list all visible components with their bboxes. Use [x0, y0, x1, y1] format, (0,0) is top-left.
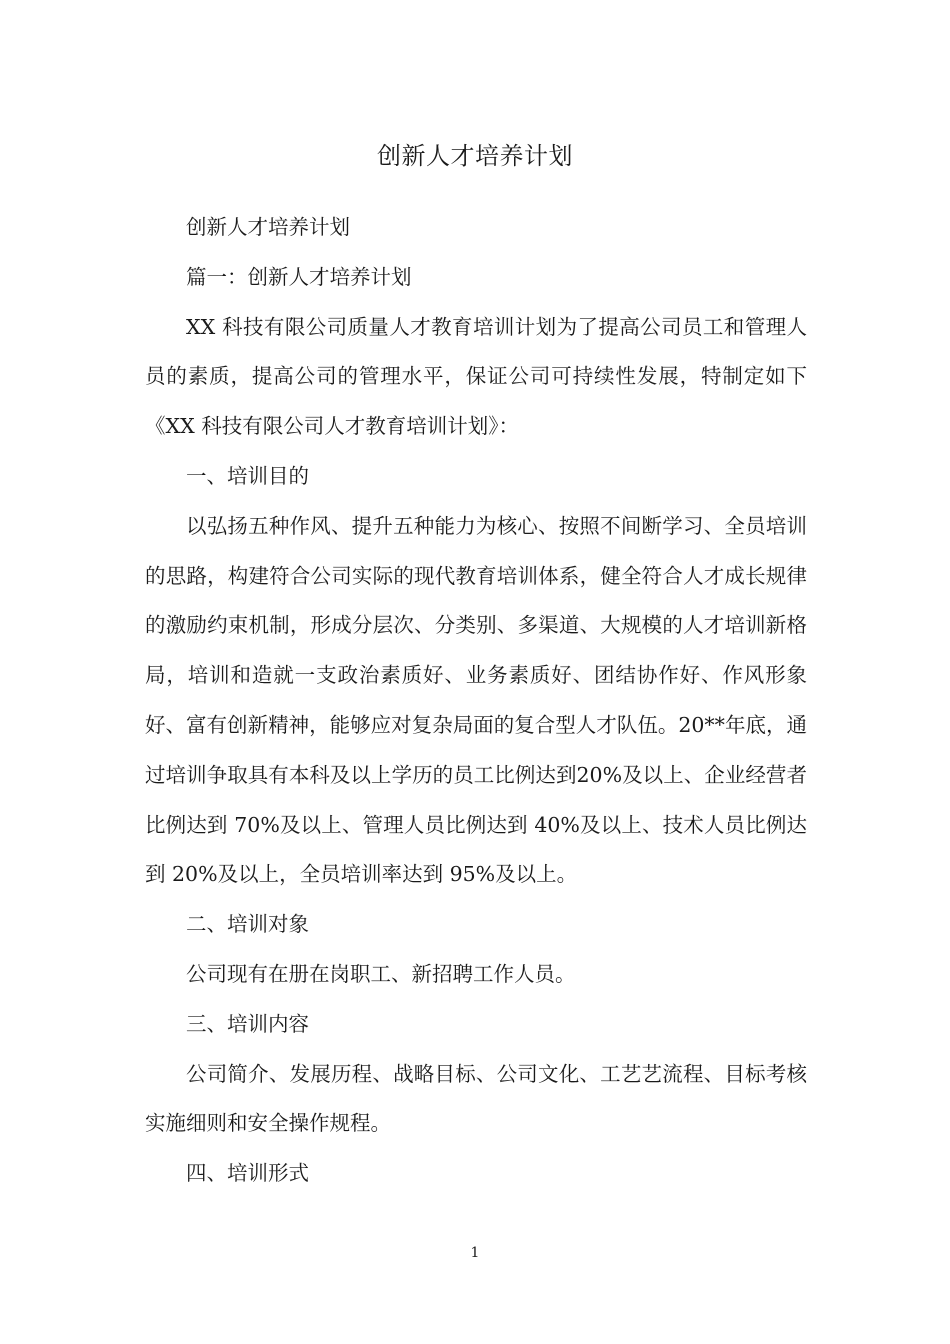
section-heading-content: 三、培训内容 [186, 1011, 309, 1036]
document-body [145, 203, 807, 1199]
page-number: 1 [470, 1245, 480, 1261]
section-heading-audience: 二、培训对象 [186, 912, 309, 937]
document-title: 创新人才培养计划 [377, 142, 573, 170]
section-heading-format: 四、培训形式 [186, 1161, 309, 1186]
paragraph-section-label: 篇一：创新人才培养计划 [186, 264, 412, 289]
paragraph-audience: 公司现有在册在岗职工、新招聘工作人员。 [186, 961, 576, 986]
paragraph-intro: XX 科技有限公司质量人才教育培训计划为了提高公司员工和管理人员的素质，提高公司的管理水平，保证公司可持续性发展，特制定如下《XX 科技有限公司人才教育培训计划》： [145, 314, 807, 439]
paragraph-purpose: 以弘扬五种作风、提升五种能力为核心、按照不间断学习、全员培训的思路，构建符合公司实际的现代教育培训体系，健全符合人才成长规律的激励约束机制，形成分层次、分类别、多渠道、大规模的人才培训新格局，培训和造就一支政治素质好、业务素质好、团结协作好、作风形象好、富有创新精神，能够应对复杂局面的复合型人才队伍。20**年底，通过培训争取具有本科及以上学历的员工比例达到20%及以上、企业经营者比例达到 70%及以上、管理人员比例达到 40%及以上、技术人员比例达到 20%及以上，全员培训率达到 95%及以上。 [145, 513, 807, 887]
paragraph-heading: 创新人才培养计划 [186, 215, 350, 239]
paragraph-content: 公司简介、发展历程、战略目标、公司文化、工艺艺流程、目标考核实施细则和安全操作规程。 [145, 1061, 807, 1136]
section-heading-purpose: 一、培训目的 [186, 463, 309, 488]
